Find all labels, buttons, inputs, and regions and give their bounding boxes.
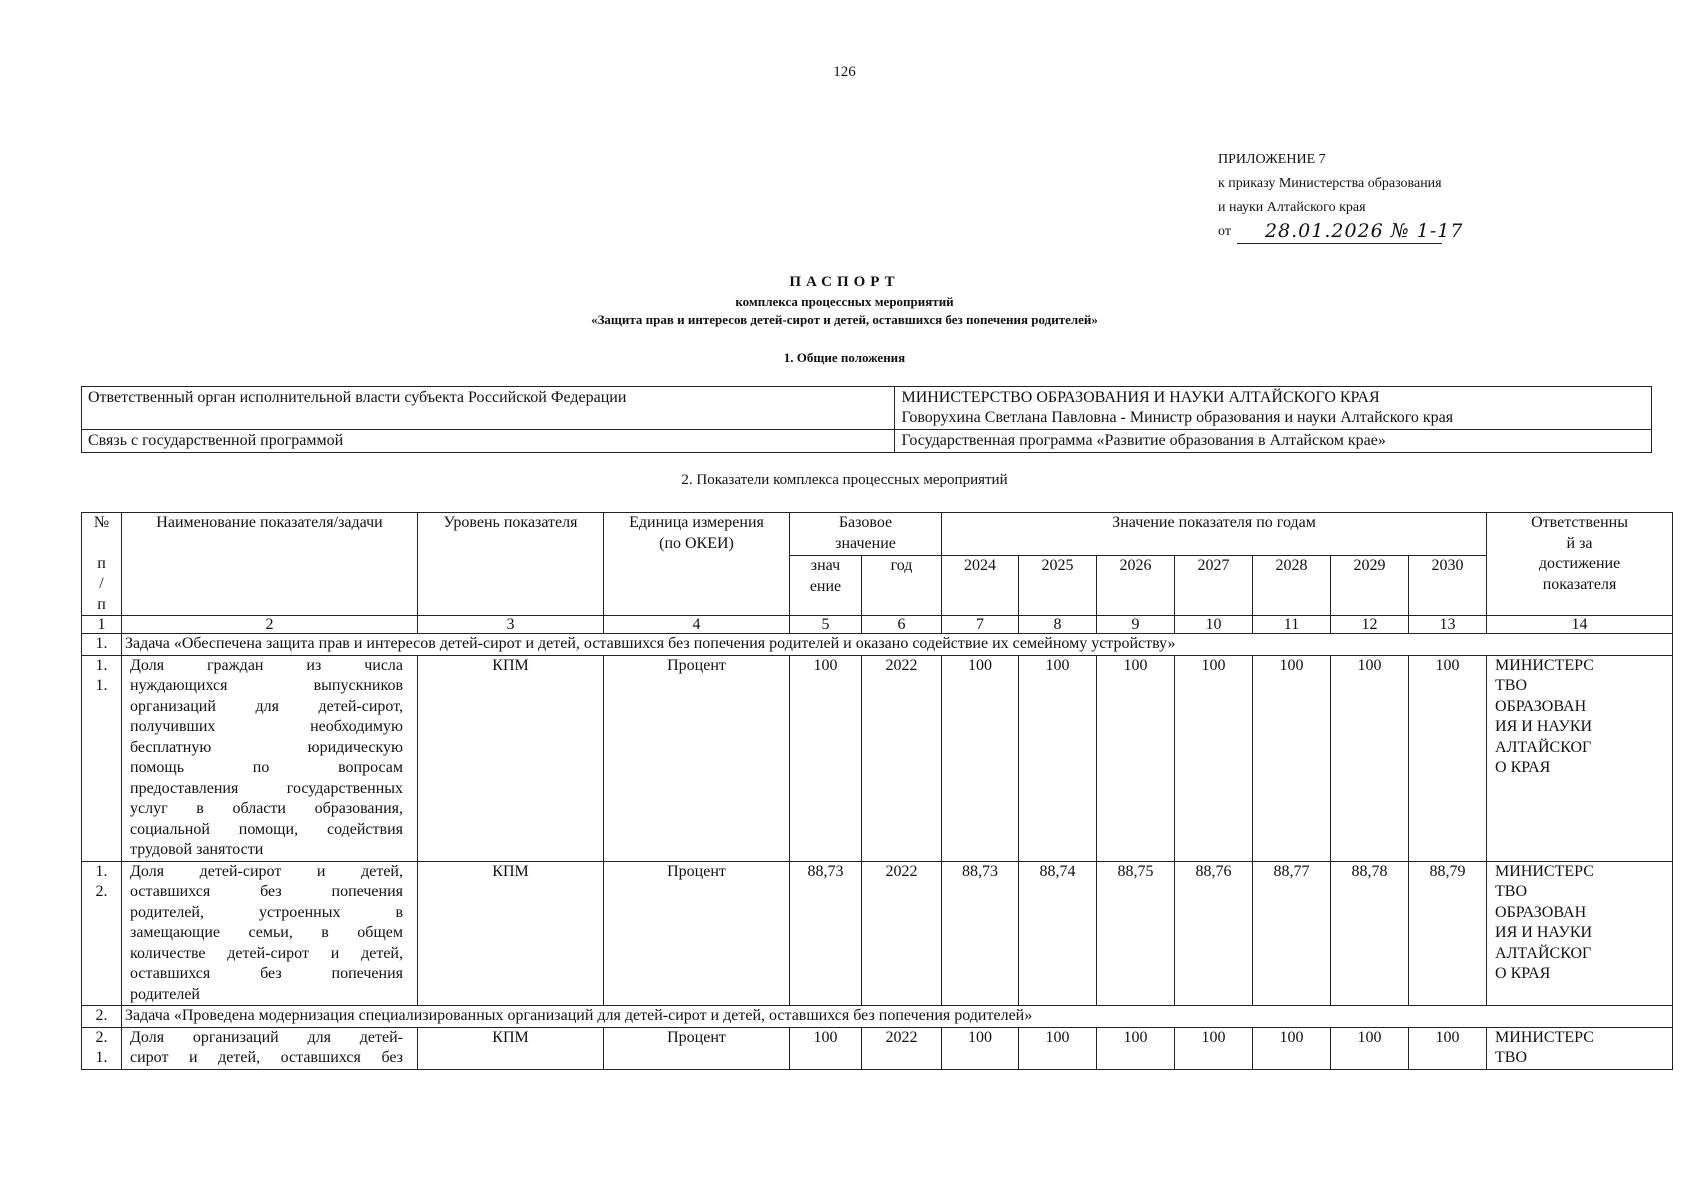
indicator-number [82,655,122,861]
indicator-value-2028: 100 [1253,1027,1331,1069]
passport-subtitle-1: комплекса процессных мероприятий [735,294,954,309]
indicator-number-part: 1. [95,656,108,674]
task-row [82,1006,1673,1028]
responsible-line: ОБРАЗОВАН [1495,903,1587,921]
general-value [895,387,1652,430]
responsible-line: ИЯ И НАУКИ [1495,924,1593,941]
indicator-name-line: замещающие семьи, в общем [130,924,403,941]
header-level: Уровень показателя [418,513,604,616]
indicator-responsible [1487,655,1673,861]
indicator-name-line: социальной помощи, содействия [130,820,403,838]
task-row [82,634,1673,656]
indicator-name-line: организаций для детей-сирот, [130,697,403,715]
indicator-level: КПМ [418,861,604,1006]
task-text: Задача «Обеспечена защита прав и интересов детей-сирот и детей, оставшихся без попечения родителей и оказано содействие их семейному устройству» [122,634,1673,656]
indicator-level: КПМ [418,655,604,861]
indicator-name-line: родителей, устроенных в [130,903,403,921]
indicator-responsible [1487,1027,1673,1069]
column-number: 1 [82,616,122,634]
column-number: 8 [1019,616,1097,634]
indicator-level: КПМ [418,1027,604,1069]
indicator-value-2028: 88,77 [1253,861,1331,1006]
indicator-base-year: 2022 [862,1027,942,1069]
header-base-value [790,556,862,616]
header-resp-text: достижение [1538,555,1621,572]
indicator-value-2030: 88,79 [1409,861,1487,1006]
indicator-value-2029: 88,78 [1331,861,1409,1006]
indicator-row [82,1027,1673,1069]
header-year: 2026 [1097,556,1175,616]
header-year: 2029 [1331,556,1409,616]
indicator-name [122,861,418,1006]
column-number: 13 [1409,616,1487,634]
responsible-line: О КРАЯ [1495,965,1551,982]
column-number: 3 [418,616,604,634]
column-number: 2 [122,616,418,634]
indicator-value-2025: 100 [1019,655,1097,861]
from-label: от [1218,224,1231,239]
section-2-title: 2. Показатели комплекса процессных мероприятий [681,472,1008,488]
indicator-value-2024: 88,73 [942,861,1019,1006]
indicator-name-line: бесплатную юридическую [130,738,403,756]
responsible-line: МИНИСТЕРС [1495,862,1594,880]
header-base [790,513,942,556]
indicator-name-line: оставшихся без попечения [130,883,403,900]
responsible-line: МИНИСТЕРС [1495,1028,1594,1046]
indicator-name-line: нуждающихся выпускников [130,677,403,694]
column-number: 5 [790,616,862,634]
column-number: 11 [1253,616,1331,634]
indicator-name-line: предоставления государственных [130,779,403,797]
indicator-unit: Процент [604,861,790,1006]
appendix-title: ПРИЛОЖЕНИЕ 7 [1218,152,1326,167]
header-no-text: п [97,595,106,613]
header-no [82,513,122,616]
header-unit-text: (по ОКЕИ) [659,534,734,552]
header-base-value-text: ение [809,577,842,595]
order-date-line [1218,220,1464,244]
responsible-line: ТВО [1495,883,1528,900]
general-label: Ответственный орган исполнительной власти субъекта Российской Федерации [82,387,895,430]
header-resp-text: показателя [1542,575,1617,593]
indicator-base-year: 2022 [862,861,942,1006]
passport-subtitle-2: «Защита прав и интересов детей-сирот и детей, оставшихся без попечения родителей» [591,312,1098,327]
indicator-number-part: 2. [95,1028,108,1046]
handwritten-date-number: 28.01.2026 № 1-17 [1264,220,1464,242]
header-resp-text: й за [1566,534,1593,552]
indicator-value-2027: 100 [1175,655,1253,861]
header-year: 2027 [1175,556,1253,616]
indicator-number-part: 2. [95,883,108,900]
indicator-value-2027: 88,76 [1175,861,1253,1006]
responsible-line: ТВО [1495,677,1528,694]
general-label: Связь с государственной программой [82,430,895,453]
general-row [82,387,1652,430]
column-number: 14 [1487,616,1673,634]
indicator-unit: Процент [604,1027,790,1069]
indicator-number-part: 1. [95,1049,108,1066]
header-responsible [1487,513,1673,616]
indicator-name [122,655,418,861]
header-unit [604,513,790,616]
task-number: 1. [82,634,122,656]
indicator-base-value: 100 [790,655,862,861]
header-unit-text: Единица измерения [629,514,764,531]
header-year: 2024 [942,556,1019,616]
header-base-text: значение [835,534,896,552]
general-value: Государственная программа «Развитие образования в Алтайском крае» [895,430,1652,453]
appendix-line-1: к приказу Министерства образования [1218,176,1442,191]
indicator-name-line: трудовой занятости [130,841,264,858]
indicator-name-line: получивших необходимую [130,718,403,735]
column-number: 6 [862,616,942,634]
header-no-text: № [93,514,110,531]
column-number: 7 [942,616,1019,634]
indicator-value-2024: 100 [942,1027,1019,1069]
responsible-line: О КРАЯ [1495,759,1551,776]
indicator-unit: Процент [604,655,790,861]
header-values-by-year: Значение показателя по годам [942,513,1487,556]
indicator-value-2026: 100 [1097,655,1175,861]
indicator-name-line: родителей [130,985,200,1003]
indicator-name-line: Доля организаций для детей- [130,1028,403,1046]
indicator-base-year: 2022 [862,655,942,861]
header-year: 2028 [1253,556,1331,616]
indicator-name-line: Доля граждан из числа [130,656,403,674]
indicators-table [81,512,1673,1070]
general-provisions-table [81,386,1652,453]
passport-title: ПАСПОРТ [789,274,900,290]
indicator-value-2025: 88,74 [1019,861,1097,1006]
indicator-number-part: 1. [95,862,108,880]
indicator-row [82,655,1673,861]
header-year: 2030 [1409,556,1487,616]
column-number: 10 [1175,616,1253,634]
task-number: 2. [82,1006,122,1028]
column-number: 12 [1331,616,1409,634]
header-name: Наименование показателя/задачи [122,513,418,616]
header-base-year: год [862,556,942,616]
column-number: 4 [604,616,790,634]
indicator-row [82,861,1673,1006]
responsible-line: АЛТАЙСКОГ [1495,738,1592,756]
indicator-base-value: 88,73 [790,861,862,1006]
indicator-value-2029: 100 [1331,1027,1409,1069]
general-row [82,430,1652,453]
indicator-name-line: помощь по вопросам [130,759,403,776]
responsible-ministry: МИНИСТЕРСТВО ОБРАЗОВАНИЯ И НАУКИ АЛТАЙСКОГО КРАЯ [901,389,1380,406]
responsible-line: ОБРАЗОВАН [1495,697,1587,715]
section-1-title: 1. Общие положения [783,350,906,365]
handwritten-field [1237,220,1464,244]
responsible-line: АЛТАЙСКОГ [1495,944,1592,962]
indicator-value-2027: 100 [1175,1027,1253,1069]
column-numbers-row [82,616,1673,634]
indicator-name-line: Доля детей-сирот и детей, [130,862,403,880]
indicator-value-2026: 88,75 [1097,861,1175,1006]
responsible-person: Говорухина Светлана Павловна - Министр образования и науки Алтайского края [901,409,1454,426]
page-number: 126 [833,64,856,80]
appendix-line-2: и науки Алтайского края [1218,200,1366,215]
indicator-name [122,1027,418,1069]
responsible-line: ИЯ И НАУКИ [1495,718,1593,735]
header-no-text: / [99,575,104,592]
indicator-value-2025: 100 [1019,1027,1097,1069]
column-number: 9 [1097,616,1175,634]
header-year: 2025 [1019,556,1097,616]
indicator-name-line: оставшихся без попечения [130,965,403,982]
appendix-block [1218,148,1464,244]
responsible-line: ТВО [1495,1049,1528,1066]
header-base-text: Базовое [838,514,893,531]
indicator-name-line: количестве детей-сирот и детей, [130,944,403,962]
indicator-name-line: сирот и детей, оставшихся без [130,1049,403,1066]
indicator-value-2024: 100 [942,655,1019,861]
indicator-value-2028: 100 [1253,655,1331,861]
header-resp-text: Ответственны [1531,514,1628,531]
indicator-responsible [1487,861,1673,1006]
indicator-number [82,861,122,1006]
task-text: Задача «Проведена модернизация специализированных организаций для детей-сирот и детей, оставшихся без попечения родителей» [122,1006,1673,1028]
indicator-base-value: 100 [790,1027,862,1069]
indicator-value-2030: 100 [1409,1027,1487,1069]
indicator-value-2029: 100 [1331,655,1409,861]
indicator-number-part: 1. [95,677,108,694]
indicator-name-line: услуг в области образования, [130,800,403,817]
indicator-value-2030: 100 [1409,655,1487,861]
indicator-number [82,1027,122,1069]
header-base-value-text: знач [810,557,841,574]
indicator-value-2026: 100 [1097,1027,1175,1069]
header-no-text: п [97,554,106,572]
header-row-1 [82,513,1673,556]
responsible-line: МИНИСТЕРС [1495,656,1594,674]
